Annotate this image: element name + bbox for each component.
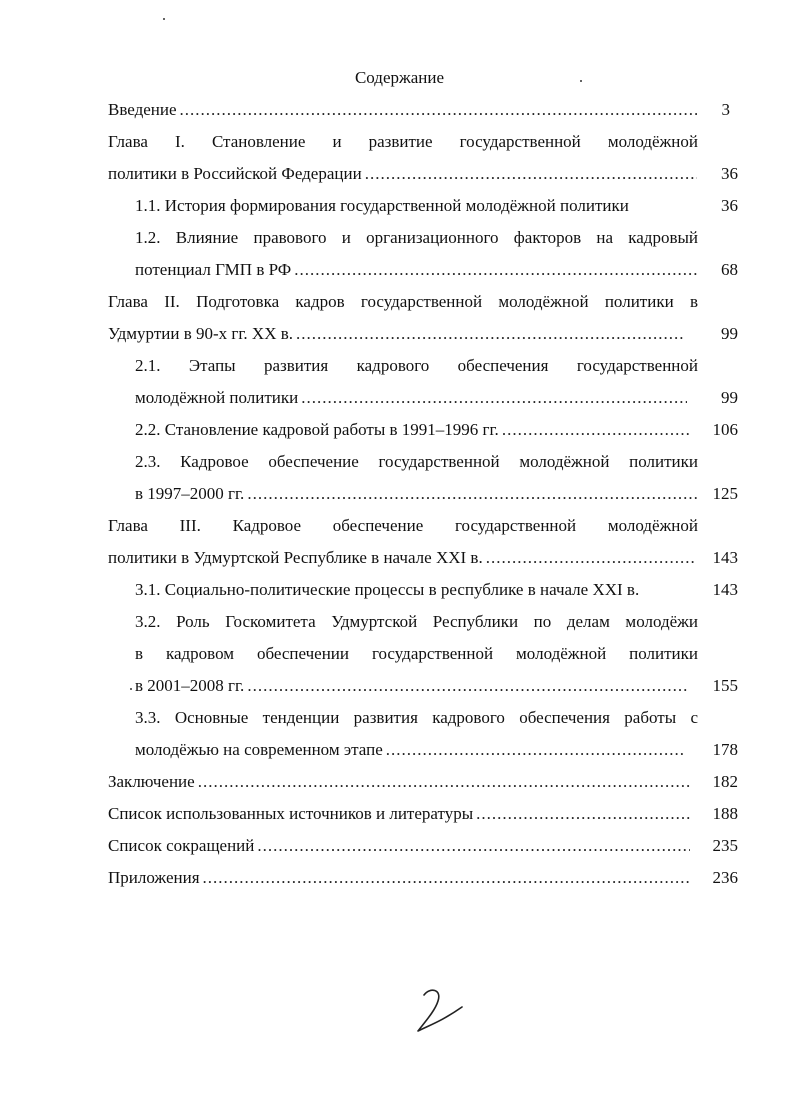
document-title: Содержание (354, 68, 445, 87)
toc-entry-text: молодёжной политики (135, 388, 299, 407)
toc-entry-conclusion (108, 772, 693, 792)
toc-entry-section-1-2 (135, 228, 698, 248)
toc-page-number: 36 (721, 196, 738, 215)
toc-entry-chapter-3 (108, 516, 698, 536)
leader-dots (296, 324, 685, 344)
toc-page-number: 155 (712, 676, 738, 695)
toc-entry-text: Глава III. Кадровое обеспечение государственной молодёжной (108, 516, 698, 535)
toc-entry-chapter-3-cont (108, 548, 698, 568)
toc-entry-section-3-3 (135, 708, 698, 728)
leader-dots (247, 484, 697, 504)
toc-entry-text: 2.1. Этапы развития кадрового обеспечения государственной (135, 356, 698, 375)
toc-entry-abbreviations (108, 836, 693, 856)
leader-dots (386, 740, 685, 760)
toc-entry-section-2-1 (135, 356, 698, 376)
toc-page-number: 188 (712, 804, 738, 823)
toc-entry-section-1-1 (135, 196, 629, 216)
leader-dots (203, 868, 690, 888)
toc-page-number: 178 (712, 740, 738, 759)
toc-entry-text: 1.2. Влияние правового и организационного факторов на кадровый (135, 228, 698, 247)
toc-entry-section-3-2-cont2 (135, 676, 690, 696)
toc-entry-section-2-2 (135, 420, 695, 440)
toc-page-number: 143 (712, 580, 738, 599)
toc-page-number: 68 (721, 260, 738, 279)
toc-entry-text: Приложения (108, 868, 200, 887)
toc-entry-chapter-1-cont (108, 164, 700, 184)
toc-entry-section-3-3-cont (135, 740, 688, 760)
toc-entry-text: в 1997–2000 гг. (135, 484, 245, 503)
toc-entry-section-2-3-cont (135, 484, 700, 504)
toc-entry-bibliography (108, 804, 693, 824)
leader-dots (257, 836, 690, 856)
toc-entry-introduction (108, 100, 700, 120)
toc-entry-text: Глава II. Подготовка кадров государственной молодёжной политики в (108, 292, 698, 311)
toc-page-number: 236 (712, 868, 738, 887)
toc-page-number: 99 (721, 388, 738, 407)
leader-dots (294, 260, 697, 280)
toc-page-number: 99 (721, 324, 738, 343)
toc-page-number: 3 (721, 100, 730, 119)
toc-entry-section-3-1 (135, 580, 639, 600)
toc-entry-text: 1.1. История формирования государственной молодёжной политики (135, 196, 629, 215)
handwritten-stroke (418, 990, 462, 1031)
leader-dots (365, 164, 697, 184)
toc-page-number: 36 (721, 164, 738, 183)
toc-entry-section-2-1-cont (135, 388, 690, 408)
leader-dots (502, 420, 692, 440)
scan-speck (163, 18, 165, 20)
toc-page-number: 143 (712, 548, 738, 567)
toc-entry-text: в 2001–2008 гг. (135, 676, 245, 695)
toc-page-number: 125 (712, 484, 738, 503)
leader-dots (247, 676, 687, 696)
toc-entry-chapter-2-cont (108, 324, 688, 344)
leader-dots (476, 804, 690, 824)
toc-entry-text: Список использованных источников и литературы (108, 804, 474, 823)
leader-dots (301, 388, 687, 408)
toc-entry-text: Глава I. Становление и развитие государственной молодёжной (108, 132, 698, 151)
leader-dots (486, 548, 695, 568)
toc-entry-text: 3.2. Роль Госкомитета Удмуртской Республики по делам молодёжи (135, 612, 698, 631)
handwritten-page-number (410, 985, 470, 1035)
toc-entry-text: потенциал ГМП в РФ (135, 260, 292, 279)
toc-entry-appendices (108, 868, 693, 888)
toc-entry-text: 2.3. Кадровое обеспечение государственной молодёжной политики (135, 452, 698, 471)
toc-entry-text: Удмуртии в 90-х гг. XX в. (108, 324, 294, 343)
toc-entry-section-3-2-cont (135, 644, 698, 664)
toc-entry-text: 3.3. Основные тенденции развития кадрового обеспечения работы с (135, 708, 698, 727)
toc-entry-text: политики в Российской Федерации (108, 164, 362, 183)
toc-entry-section-1-2-cont (135, 260, 700, 280)
toc-entry-text: Введение (108, 100, 177, 119)
scan-speck (130, 688, 132, 690)
toc-entry-chapter-1 (108, 132, 698, 152)
toc-entry-chapter-2 (108, 292, 698, 312)
toc-entry-text: политики в Удмуртской Республике в начале XXI в. (108, 548, 483, 567)
toc-page-number: 106 (712, 420, 738, 439)
toc-entry-section-3-2 (135, 612, 698, 632)
toc-entry-section-2-3 (135, 452, 698, 472)
toc-entry-text: Список сокращений (108, 836, 255, 855)
toc-page-number: 182 (712, 772, 738, 791)
toc-entry-text: 3.1. Социально-политические процессы в республике в начале XXI в. (135, 580, 640, 599)
toc-entry-text: 2.2. Становление кадровой работы в 1991–1996 гг. (135, 420, 499, 439)
toc-entry-text: молодёжью на современном этапе (135, 740, 383, 759)
leader-dots (180, 100, 697, 120)
toc-page-number: 235 (712, 836, 738, 855)
leader-dots (198, 772, 690, 792)
toc-entry-text: Заключение (108, 772, 195, 791)
toc-entry-text: в кадровом обеспечении государственной молодёжной политики (135, 644, 698, 663)
